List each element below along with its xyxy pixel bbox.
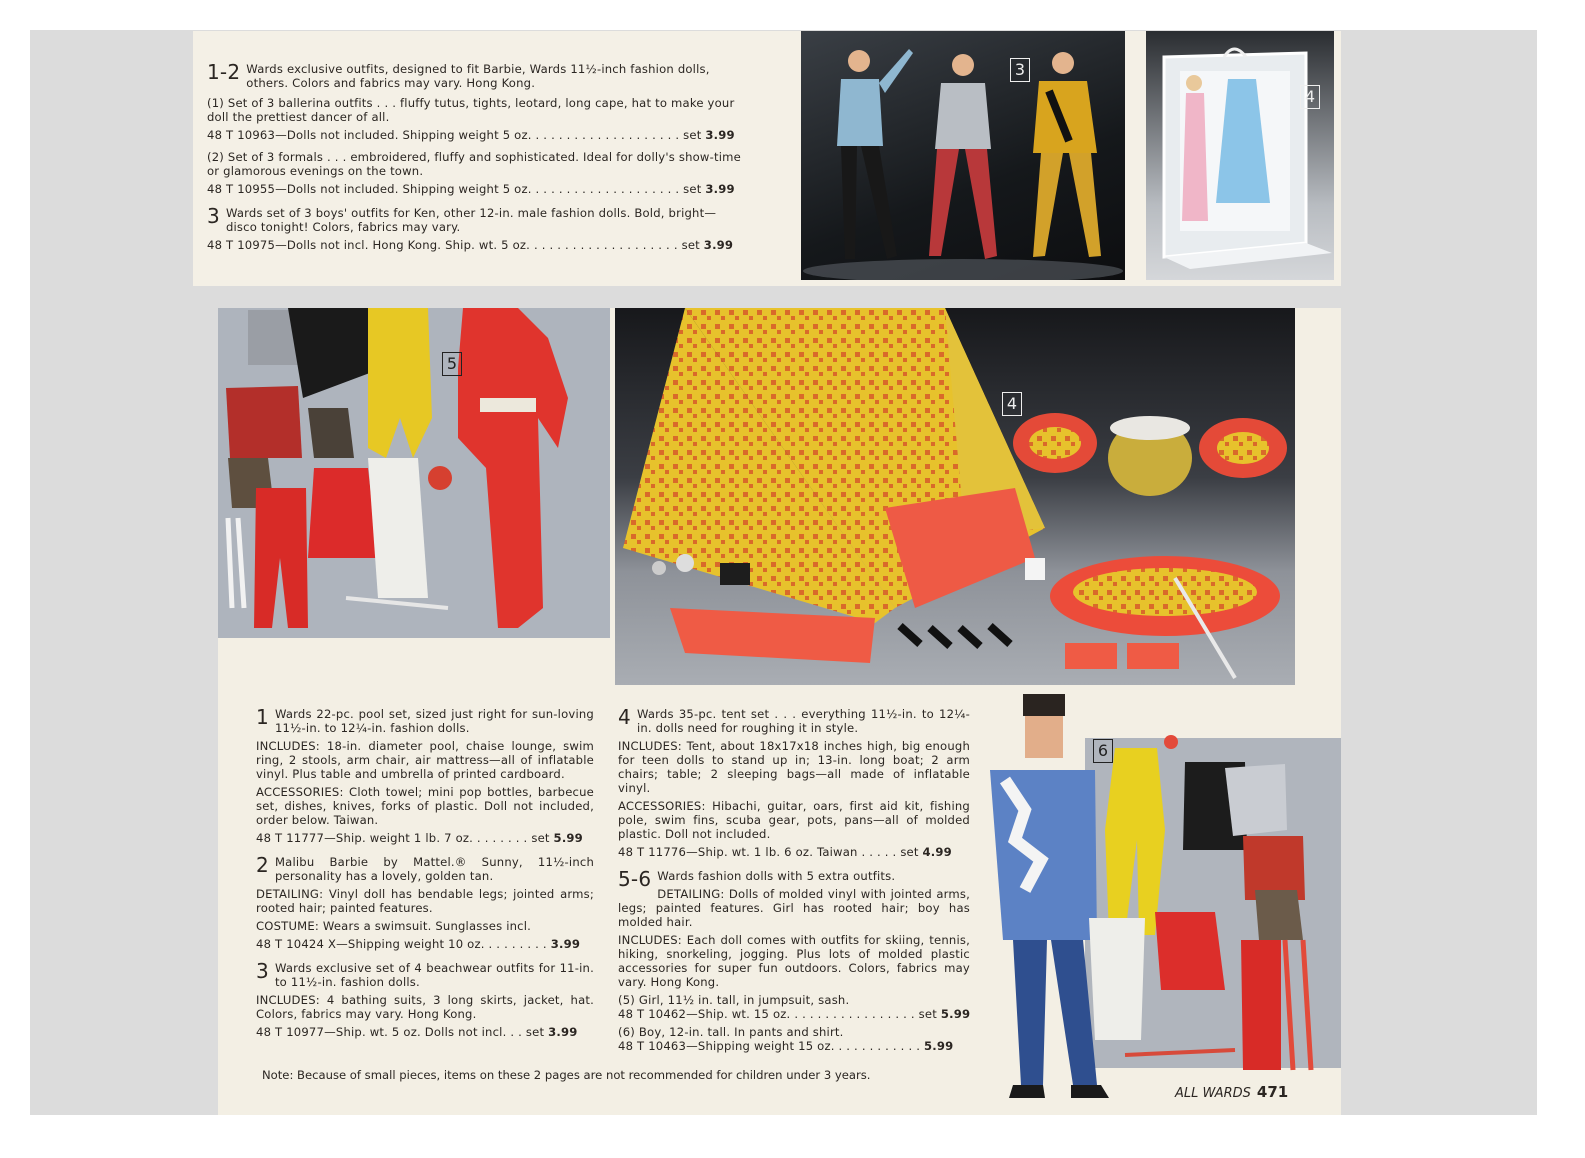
item-4-tent-includes: INCLUDES: Tent, about 18x17x18 inches high, big enough for teen dolls to stand up in; 13-in. long boat; 2 arm chairs; table; 2 sleeping bags—all made of inflatable vinyl. (618, 739, 970, 795)
item-4-tent-order: 48 T 11776—Ship. wt. 1 lb. 6 oz. Taiwan . . . . . set 4.99 (618, 845, 952, 859)
item-6-boy: (6) Boy, 12-in. tall. In pants and shirt. (618, 1025, 844, 1039)
page-number: 471 (1256, 1083, 1289, 1101)
right-text-column (618, 707, 970, 1057)
item-1-order: 48 T 10963—Dolls not included. Shipping weight 5 oz. . . . . . . . . . . . . . . . . . . . set 3.99 (207, 128, 735, 142)
girl-outfits-illustration (218, 308, 610, 638)
photo-tag-4-tent: 4 (1002, 392, 1022, 416)
item-1-2-desc: 1-2 Wards exclusive outfits, designed to fit Barbie, Wards 11½-inch fashion dolls, others. Colors and fabrics may vary. Hong Kong. (207, 60, 710, 90)
item-2-desc: (2) Set of 3 formals . . . embroidered, fluffy and sophisticated. Ideal for dolly's show-time or glamorous evenings on the town. (207, 150, 741, 178)
item-3-desc: 3 Wards set of 3 boys' outfits for Ken, other 12-in. male fashion dolls. Bold, bright— disco tonight! Colors, fabrics may vary. (207, 204, 717, 234)
item-3-beach-order: 48 T 10977—Ship. wt. 5 oz. Dolls not incl. . . set 3.99 (256, 1025, 578, 1039)
wardrobe-case-photo (1146, 31, 1334, 280)
safety-note: Note: Because of small pieces, items on these 2 pages are not recommended for children under 3 years. (262, 1068, 871, 1082)
top-text-block (207, 62, 747, 256)
tent-set-photo (615, 308, 1295, 685)
photo-tag-6: 6 (1093, 739, 1113, 763)
photo-tag-3: 3 (1010, 58, 1030, 82)
item-3-beach-head: 3 Wards exclusive set of 4 beachwear outfits for 11-in. to 11½-in. fashion dolls. (256, 959, 594, 989)
ken-outfits-photo (801, 31, 1125, 280)
item-1-pool-head: 1 Wards 22-pc. pool set, sized just right for sun-loving 11½-in. to 12¼-in. fashion dolls. (256, 705, 594, 735)
item-2-barbie-head: 2 Malibu Barbie by Mattel.® Sunny, 11½-inch personality has a lovely, golden tan. (256, 853, 594, 883)
item-2-barbie-detail: DETAILING: Vinyl doll has bendable legs; jointed arms; rooted hair; painted features. (256, 887, 594, 915)
item-1-desc: (1) Set of 3 ballerina outfits . . . fluffy tutus, tights, leotard, long cape, hat to make your doll the prettiest dancer of all. (207, 96, 735, 124)
item-5-6-includes: INCLUDES: Each doll comes with outfits for skiing, tennis, hiking, snorkeling, jogging. Plus lots of molded plastic accessories for super fun outdoors. Colors, fabrics may vary. Hong Kong. (618, 933, 970, 989)
footer-brand: ALL WARDS (1175, 1086, 1251, 1101)
page-footer (1175, 1083, 1288, 1101)
item-1-pool-order: 48 T 11777—Ship. weight 1 lb. 7 oz. . . . . . . . set 5.99 (256, 831, 583, 845)
item-5-girl-order: 48 T 10462—Ship. wt. 15 oz. . . . . . . . . . . . . . . . . set 5.99 (618, 1007, 970, 1021)
ken-outfits-illustration (801, 31, 1125, 280)
photo-tag-5: 5 (442, 352, 462, 376)
left-text-column (256, 707, 594, 1043)
item-3-beach-includes: INCLUDES: 4 bathing suits, 3 long skirts, jacket, hat. Colors, fabrics may vary. Hong Kong. (256, 993, 594, 1021)
item-5-girl: (5) Girl, 11½ in. tall, in jumpsuit, sash. (618, 993, 850, 1007)
item-4-tent-head: 4 Wards 35-pc. tent set . . . everything 11½-in. to 12¼-in. dolls need for roughing it in style. (618, 705, 970, 735)
item-5-6-head: 5-6 Wards fashion dolls with 5 extra outfits. (618, 867, 896, 891)
boy-outfits-photo (985, 690, 1341, 1108)
item-number: 1-2 (207, 60, 241, 84)
item-5-6-detail: DETAILING: Dolls of molded vinyl with jointed arms, legs; painted features. Girl has rooted hair; boy has molded hair. (618, 887, 970, 929)
item-1-pool-accessories: ACCESSORIES: Cloth towel; mini pop bottles, barbecue set, dishes, knives, forks of plastic. Doll not included, order below. Taiwan. (256, 785, 594, 827)
item-1-pool-includes: INCLUDES: 18-in. diameter pool, chaise lounge, swim ring, 2 stools, arm chair, air mattress—all of inflatable vinyl. Plus table and umbrella of printed cardboard. (256, 739, 594, 781)
girl-outfits-photo (218, 308, 610, 638)
tent-set-illustration (615, 308, 1295, 685)
item-2-barbie-costume: COSTUME: Wears a swimsuit. Sunglasses incl. (256, 919, 532, 933)
photo-tag-4-top: 4 (1300, 85, 1320, 109)
wardrobe-illustration (1146, 31, 1334, 280)
boy-outfits-illustration (985, 690, 1341, 1108)
item-2-barbie-order: 48 T 10424 X—Shipping weight 10 oz. . . . . . . . . 3.99 (256, 937, 581, 951)
item-2-order: 48 T 10955—Dolls not included. Shipping weight 5 oz. . . . . . . . . . . . . . . . . . . . set 3.99 (207, 182, 735, 196)
item-4-tent-accessories: ACCESSORIES: Hibachi, guitar, oars, first aid kit, fishing pole, swim fins, scuba gear, pots, pans—all of molded plastic. Doll not included. (618, 799, 970, 841)
item-6-boy-order: 48 T 10463—Shipping weight 15 oz. . . . . . . . . . . . 5.99 (618, 1039, 954, 1053)
item-3-order: 48 T 10975—Dolls not incl. Hong Kong. Ship. wt. 5 oz. . . . . . . . . . . . . . . . . . . . set 3.99 (207, 238, 734, 252)
